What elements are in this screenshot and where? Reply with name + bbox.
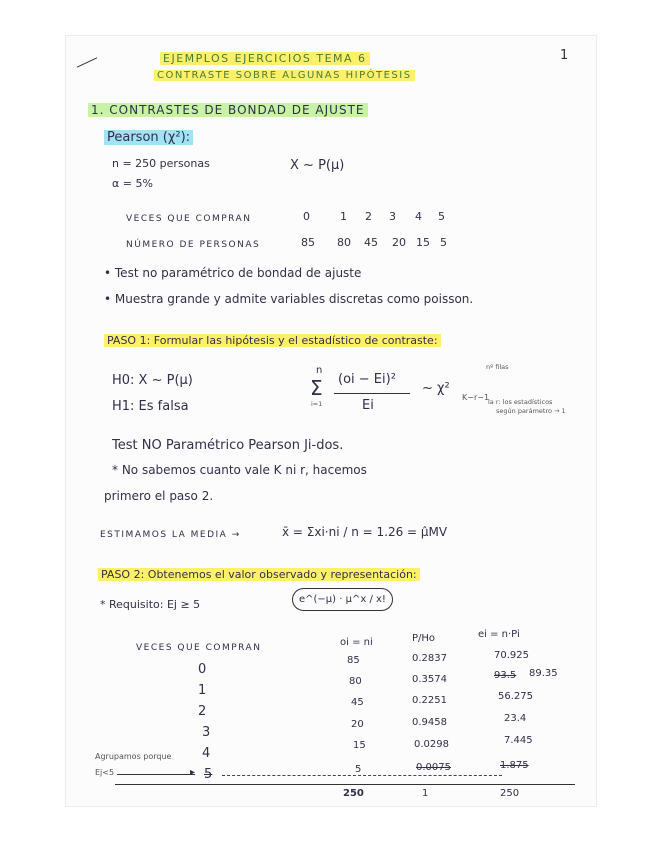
note-line: * No sabemos cuanto vale K ni r, hacemos xyxy=(112,463,367,477)
data-value: 80 xyxy=(337,236,351,249)
bullet-item: • Test no paramétrico de bondad de ajuste xyxy=(104,266,362,280)
data-value: 5 xyxy=(440,236,447,249)
sample-size: n = 250 personas xyxy=(112,157,210,170)
requirement-note: * Requisito: Ej ≥ 5 xyxy=(100,598,201,611)
data-value: 0 xyxy=(303,210,310,223)
results-header: oi = ni xyxy=(340,637,373,648)
group-note: Agrupamos porque xyxy=(95,752,172,761)
section-heading: 1. CONTRASTES DE BONDAD DE AJUSTE xyxy=(88,103,368,117)
total-probability: 1 xyxy=(422,788,429,799)
group-arrow xyxy=(117,774,195,775)
page-title: EJEMPLOS EJERCICIOS TEMA 6 xyxy=(160,52,370,65)
grouping-dash xyxy=(222,775,502,776)
group-note: Ej<5 xyxy=(95,768,115,777)
data-row-label-people: NÚMERO DE PERSONAS xyxy=(126,240,261,250)
data-value: 5 xyxy=(438,210,445,223)
alt-hypothesis: H1: Es falsa xyxy=(112,399,189,414)
data-value: 1 xyxy=(340,210,347,223)
data-value: 45 xyxy=(364,236,378,249)
null-hypothesis: H0: X ~ P(μ) xyxy=(112,373,193,388)
data-value: 20 xyxy=(392,236,406,249)
page-number: 1 xyxy=(560,48,569,63)
estimate-label: ESTIMAMOS LA MEDIA → xyxy=(100,530,241,540)
results-header: VECES QUE COMPRAN xyxy=(136,643,262,653)
significance-level: α = 5% xyxy=(112,177,153,190)
poisson-formula: e^(−μ) · μ^x / x! xyxy=(292,588,393,611)
arrow-head-icon: ▸ xyxy=(190,767,196,778)
data-value: 85 xyxy=(301,236,315,249)
data-value: 4 xyxy=(415,210,422,223)
data-value: 3 xyxy=(389,210,396,223)
data-value: 2 xyxy=(365,210,372,223)
totals-rule xyxy=(115,784,575,785)
page-subtitle: CONTRASTE SOBRE ALGUNAS HIPÓTESIS xyxy=(154,70,415,81)
step-1-heading: PASO 1: Formular las hipótesis y el estadístico de contraste: xyxy=(104,334,441,347)
distribution-label: X ~ P(μ) xyxy=(290,158,345,173)
bullet-item: • Muestra grande y admite variables discretas como poisson. xyxy=(104,292,474,306)
total-observed: 250 xyxy=(343,788,364,799)
step-2-heading: PASO 2: Obtenemos el valor observado y representación: xyxy=(98,568,420,581)
method-label: Pearson (χ²): xyxy=(104,130,193,145)
total-expected: 250 xyxy=(500,788,520,799)
results-header: ei = n·Pi xyxy=(478,629,520,640)
results-header: P/Ho xyxy=(412,633,436,644)
data-row-label-purchases: VECES QUE COMPRAN xyxy=(126,214,252,224)
data-value: 15 xyxy=(416,236,430,249)
test-description: Test NO Paramétrico Pearson Ji-dos. xyxy=(112,438,344,453)
note-line: primero el paso 2. xyxy=(104,489,214,503)
mean-estimate-formula: x̄ = Σxi·ni / n = 1.26 = μ̂MV xyxy=(282,525,448,539)
